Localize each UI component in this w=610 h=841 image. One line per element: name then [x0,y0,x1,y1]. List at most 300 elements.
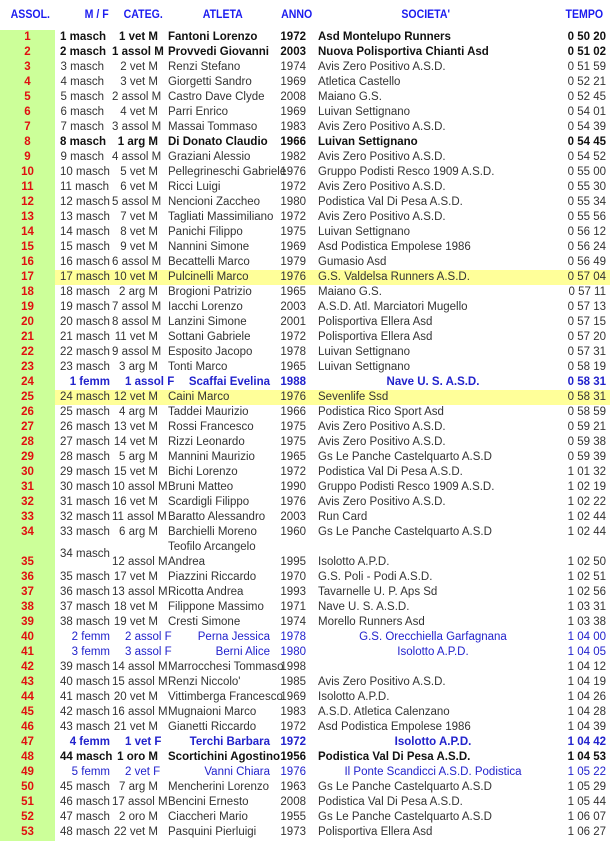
year-cell: 1974 [280,61,306,73]
position-cell: 8 [24,136,31,148]
position-cell: 47 [21,736,34,748]
table-row [0,570,610,585]
club-cell: A.S.D. Atletica Calenzano [318,706,450,718]
club-cell: Polisportiva Ellera Asd [318,826,433,838]
club-cell: Avis Zero Positivo A.S.D. [318,121,446,133]
club-cell: G.S. Orecchiella Garfagnana [359,631,507,643]
gender-rank-cell: 14 masch [60,226,110,238]
gender-rank-cell: 46 masch [60,796,110,808]
athlete-cell: Becattelli Marco [168,256,250,268]
athlete-cell: Andrea [168,556,206,568]
gender-rank-cell: 38 masch [60,616,110,628]
position-cell: 48 [21,751,34,763]
year-cell: 1976 [280,766,306,778]
table-row [0,120,610,135]
club-cell: Isolotto A.P.D. [318,691,390,703]
position-cell: 4 [24,76,31,88]
position-cell: 13 [21,211,34,223]
category-cell: 4 assol M [112,151,162,163]
gender-rank-cell: 7 masch [60,121,104,133]
gender-rank-cell: 1 femm [69,376,110,388]
header-societa: SOCIETA' [401,7,450,21]
table-row [0,360,610,375]
gender-rank-cell: 11 masch [60,181,110,193]
category-cell: 14 vet M [113,436,158,448]
category-cell: 2 oro M [119,811,158,823]
year-cell: 1969 [280,691,306,703]
category-cell: 17 vet M [113,571,158,583]
gender-rank-cell: 36 masch [60,586,110,598]
club-cell: Podistica Val Di Pesa A.S.D. [318,751,471,763]
category-cell: 1 vet F [125,736,162,748]
club-cell: Luivan Settignano [318,346,411,358]
athlete-cell: Pulcinelli Marco [168,271,249,283]
club-cell: Podistica Val Di Pesa A.S.D. [318,466,463,478]
table-row [0,210,610,225]
category-cell: 3 arg M [119,361,158,373]
club-cell: Gs Le Panche Castelquarto A.S.D [318,526,492,538]
time-cell: 1 04 28 [567,706,606,718]
time-cell: 1 05 29 [567,781,606,793]
time-cell: 1 05 22 [567,766,606,778]
club-cell: Atletica Castello [318,76,401,88]
athlete-cell: Renzi Niccolo' [168,676,241,688]
club-cell: Sevenlife Ssd [318,391,389,403]
gender-rank-cell: 32 masch [60,511,110,523]
position-cell: 19 [21,301,34,313]
club-cell: Podistica Val Di Pesa A.S.D. [318,196,463,208]
table-row [0,225,610,240]
header-categ: CATEG. [123,7,163,21]
athlete-cell-line1: Teofilo Arcangelo [168,541,256,553]
year-cell: 1978 [280,631,306,643]
gender-rank-cell: 43 masch [60,721,110,733]
year-cell: 1973 [280,826,306,838]
athlete-cell: Pellegrineschi Gabriele [168,166,287,178]
position-cell: 9 [24,151,31,163]
time-cell: 1 06 07 [567,811,606,823]
time-cell: 0 52 45 [567,91,606,103]
time-cell: 1 02 56 [567,586,606,598]
time-cell: 1 02 44 [567,526,606,538]
category-cell: 19 vet M [113,616,158,628]
category-cell: 12 assol M [112,556,168,568]
table-row [0,780,610,795]
position-cell: 45 [21,706,34,718]
club-cell: G.S. Poli - Podi A.S.D. [318,571,433,583]
club-cell: Avis Zero Positivo A.S.D. [318,151,446,163]
year-cell: 1976 [280,166,306,178]
position-cell: 23 [21,361,34,373]
athlete-cell: Terchi Barbara [189,736,270,748]
club-cell: Nave U. S. A.S.D. [318,601,410,613]
year-cell: 1969 [280,241,306,253]
club-cell: Luivan Settignano [318,136,418,148]
athlete-cell: Brogioni Patrizio [168,286,252,298]
gender-rank-cell: 24 masch [60,391,110,403]
club-cell: Avis Zero Positivo A.S.D. [318,181,446,193]
time-cell: 0 56 49 [567,256,606,268]
table-row [0,345,610,360]
gender-rank-cell: 41 masch [60,691,110,703]
club-cell: Polisportiva Ellera Asd [318,316,433,328]
time-cell: 0 50 20 [567,31,606,43]
gender-rank-cell: 25 masch [60,406,110,418]
athlete-cell: Nencioni Zaccheo [168,196,261,208]
year-cell: 1963 [280,781,306,793]
athlete-cell: Scortichini Agostino [168,751,281,763]
athlete-cell: Graziani Alessio [168,151,251,163]
position-cell: 20 [21,316,34,328]
year-cell: 1980 [280,646,306,658]
category-cell: 7 arg M [119,781,158,793]
position-cell: 46 [21,721,34,733]
time-cell: 1 02 44 [567,511,606,523]
athlete-cell: Piazzini Riccardo [168,571,257,583]
club-cell: Avis Zero Positivo A.S.D. [318,676,446,688]
position-cell: 22 [21,346,34,358]
table-row [0,660,610,675]
table-row [0,690,610,705]
athlete-cell: Bruni Matteo [168,481,234,493]
gender-rank-cell: 21 masch [60,331,110,343]
year-cell: 1972 [280,31,306,43]
table-row [0,45,610,60]
position-cell: 35 [21,556,34,568]
year-cell: 1970 [280,571,306,583]
time-cell: 1 02 51 [567,571,606,583]
position-cell: 53 [21,826,34,838]
table-row [0,795,610,810]
club-cell: Morello Runners Asd [318,616,425,628]
gender-rank-cell: 18 masch [60,286,110,298]
table-row [0,600,610,615]
gender-rank-cell: 3 femm [71,646,110,658]
category-cell: 5 arg M [119,451,158,463]
table-row [0,180,610,195]
position-cell: 18 [21,286,34,298]
position-cell: 32 [21,496,34,508]
table-row [0,300,610,315]
athlete-cell: Sottani Gabriele [168,331,251,343]
year-cell: 1960 [280,526,306,538]
gender-rank-cell: 20 masch [60,316,110,328]
time-cell: 0 57 04 [567,271,606,283]
category-cell: 16 vet M [113,496,158,508]
athlete-cell: Pasquini Pierluigi [168,826,257,838]
position-cell: 5 [24,91,31,103]
header-atleta: ATLETA [202,7,243,21]
category-cell: 10 vet M [113,271,158,283]
category-cell: 8 vet M [120,226,158,238]
club-cell: Asd Podistica Empolese 1986 [318,721,471,733]
club-cell: Avis Zero Positivo A.S.D. [318,496,446,508]
position-cell: 37 [21,586,34,598]
athlete-cell: Mencherini Lorenzo [168,781,270,793]
gender-rank-cell: 29 masch [60,466,110,478]
position-cell: 44 [21,691,34,703]
gender-rank-cell: 5 masch [60,91,104,103]
table-row [0,810,610,825]
time-cell: 0 52 21 [567,76,606,88]
time-cell: 0 57 11 [568,286,606,298]
category-cell: 11 assol M [112,511,167,523]
time-cell: 1 06 27 [567,826,606,838]
year-cell: 1971 [280,601,306,613]
time-cell: 1 05 44 [567,796,606,808]
table-row [0,195,610,210]
club-cell: Avis Zero Positivo A.S.D. [318,211,446,223]
position-cell: 52 [21,811,34,823]
club-cell: Podistica Val Di Pesa A.S.D. [318,796,463,808]
header-tempo: TEMPO [565,7,604,21]
athlete-cell: Nannini Simone [168,241,250,253]
time-cell: 0 55 00 [567,166,606,178]
year-cell: 1975 [280,436,306,448]
athlete-cell: Castro Dave Clyde [168,91,265,103]
category-cell: 3 assol F [125,646,172,658]
time-cell: 1 04 19 [567,676,606,688]
time-cell: 0 54 39 [567,121,606,133]
category-cell: 9 vet M [120,241,158,253]
year-cell: 1969 [280,106,306,118]
club-cell: Isolotto A.P.D. [397,646,469,658]
time-cell: 1 04 39 [567,721,606,733]
time-cell: 1 01 32 [567,466,606,478]
year-cell: 2008 [280,91,306,103]
position-cell: 39 [21,616,34,628]
year-cell: 1972 [280,736,306,748]
time-cell: 0 55 56 [567,211,606,223]
year-cell: 1965 [280,451,306,463]
category-cell: 2 assol F [125,631,172,643]
table-row [0,405,610,420]
position-cell: 14 [21,226,34,238]
athlete-cell: Cresti Simone [168,616,241,628]
year-cell: 1985 [280,676,306,688]
gender-rank-cell: 30 masch [60,481,110,493]
category-cell: 3 assol M [112,121,162,133]
gender-rank-cell: 28 masch [60,451,110,463]
year-cell: 1972 [280,331,306,343]
category-cell: 7 vet M [120,211,158,223]
year-cell: 1955 [280,811,306,823]
gender-rank-cell: 39 masch [60,661,110,673]
athlete-cell: Vittimberga Francesco [168,691,283,703]
table-row [0,615,610,630]
table-row [0,255,610,270]
table-row [0,750,610,765]
position-cell: 21 [21,331,34,343]
header-mf: M / F [84,7,109,21]
gender-rank-cell: 2 masch [60,46,107,58]
category-cell: 1 oro M [117,751,158,763]
table-row [0,540,610,570]
gender-rank-cell: 16 masch [60,256,110,268]
time-cell: 0 57 20 [567,331,606,343]
year-cell: 1983 [280,121,306,133]
time-cell: 0 57 31 [567,346,606,358]
year-cell: 2008 [280,796,306,808]
time-cell: 0 59 38 [567,436,606,448]
athlete-cell: Di Donato Claudio [168,136,268,148]
club-cell: Isolotto A.P.D. [394,736,472,748]
club-cell: G.S. Valdelsa Runners A.S.D. [318,271,470,283]
position-cell: 16 [21,256,34,268]
position-cell: 6 [24,106,31,118]
category-cell: 11 vet M [114,331,158,343]
gender-rank-cell: 44 masch [60,751,113,763]
athlete-cell: Parri Enrico [168,106,229,118]
club-cell: Asd Podistica Empolese 1986 [318,241,471,253]
table-row [0,75,610,90]
club-cell: Gs Le Panche Castelquarto A.S.D [318,451,492,463]
athlete-cell: Tonti Marco [168,361,228,373]
club-cell: Maiano G.S. [318,91,382,103]
category-cell: 2 vet M [120,61,158,73]
club-cell: Maiano G.S. [318,286,382,298]
gender-rank-cell: 42 masch [60,706,110,718]
athlete-cell: Rossi Francesco [168,421,254,433]
athlete-cell: Gianetti Riccardo [168,721,257,733]
club-cell: Polisportiva Ellera Asd [318,331,433,343]
table-row [0,30,610,45]
year-cell: 1972 [280,466,306,478]
athlete-cell: Tagliati Massimiliano [168,211,274,223]
category-cell: 9 assol M [112,346,162,358]
year-cell: 1978 [280,346,306,358]
year-cell: 1956 [280,751,306,763]
table-row [0,720,610,735]
club-cell: Gruppo Podisti Resco 1909 A.S.D. [318,166,495,178]
athlete-cell: Giorgetti Sandro [168,76,252,88]
category-cell: 1 vet M [119,31,158,43]
club-cell: A.S.D. Atl. Marciatori Mugello [318,301,468,313]
time-cell: 1 04 26 [567,691,606,703]
category-cell: 1 assol F [125,376,175,388]
athlete-cell: Ricci Luigi [168,181,221,193]
category-cell: 22 vet M [113,826,158,838]
position-cell: 42 [21,661,34,673]
position-cell: 7 [24,121,31,133]
time-cell: 0 56 24 [567,241,606,253]
gender-rank-cell: 45 masch [60,781,110,793]
athlete-cell: Bichi Lorenzo [168,466,238,478]
category-cell: 16 assol M [112,706,168,718]
position-cell: 29 [21,451,34,463]
position-cell: 50 [21,781,34,793]
gender-rank-cell: 33 masch [60,526,110,538]
time-cell: 0 58 31 [567,391,606,403]
category-cell: 21 vet M [113,721,158,733]
athlete-cell: Scardigli Filippo [168,496,250,508]
year-cell: 1966 [280,136,306,148]
club-cell: Asd Montelupo Runners [318,31,451,43]
year-cell: 2003 [280,511,306,523]
category-cell: 3 vet M [120,76,158,88]
position-cell: 51 [21,796,34,808]
category-cell: 10 assol M [112,481,168,493]
gender-rank-cell: 48 masch [60,826,110,838]
athlete-cell: Caini Marco [168,391,230,403]
table-row [0,765,610,780]
year-cell: 1983 [280,706,306,718]
category-cell: 6 vet M [120,181,158,193]
table-row [0,465,610,480]
gender-rank-cell: 10 masch [60,166,110,178]
athlete-cell: Rizzi Leonardo [168,436,245,448]
club-cell: Gs Le Panche Castelquarto A.S.D [318,781,492,793]
time-cell: 0 54 45 [567,136,606,148]
category-cell: 13 assol M [112,586,168,598]
category-cell: 4 vet M [120,106,158,118]
athlete-cell: Baratto Alessandro [168,511,266,523]
category-cell: 8 assol M [112,316,162,328]
athlete-cell: Lanzini Simone [168,316,247,328]
year-cell: 1969 [280,76,306,88]
year-cell: 1988 [280,376,306,388]
table-row [0,315,610,330]
club-cell: Nave U. S. A.S.D. [386,376,480,388]
gender-rank-cell: 1 masch [60,31,107,43]
position-cell: 17 [21,271,34,283]
category-cell: 6 assol M [112,256,162,268]
gender-rank-cell: 23 masch [60,361,110,373]
table-row [0,240,610,255]
year-cell: 1990 [280,481,306,493]
gender-rank-cell: 17 masch [60,271,110,283]
gender-rank-cell: 40 masch [60,676,110,688]
position-cell: 12 [21,196,34,208]
year-cell: 1975 [280,421,306,433]
year-cell: 1975 [280,226,306,238]
table-row [0,390,610,405]
time-cell: 0 57 15 [567,316,606,328]
category-cell: 7 assol M [112,301,162,313]
category-cell: 12 vet M [113,391,158,403]
athlete-cell: Ciaccheri Mario [168,811,248,823]
gender-rank-cell: 34 masch [60,548,110,560]
time-cell: 1 02 22 [567,496,606,508]
gender-rank-cell: 27 masch [60,436,110,448]
table-row [0,285,610,300]
time-cell: 0 51 59 [567,61,606,73]
header-anno: ANNO [281,7,313,21]
table-row [0,480,610,495]
table-row [0,510,610,525]
time-cell: 0 58 19 [567,361,606,373]
position-cell: 28 [21,436,34,448]
year-cell: 1998 [280,661,306,673]
position-cell: 15 [21,241,34,253]
time-cell: 1 03 31 [567,601,606,613]
category-cell: 5 assol M [112,196,162,208]
category-cell: 5 vet M [120,166,158,178]
table-row [0,525,610,540]
time-cell: 0 55 34 [567,196,606,208]
category-cell: 13 vet M [113,421,158,433]
gender-rank-cell: 22 masch [60,346,110,358]
table-row [0,135,610,150]
year-cell: 2001 [280,316,306,328]
club-cell: Luivan Settignano [318,226,411,238]
time-cell: 1 04 53 [567,751,606,763]
time-cell: 1 04 05 [567,646,606,658]
table-row [0,60,610,75]
athlete-cell: Berni Alice [215,646,270,658]
table-row [0,330,610,345]
table-row [0,825,610,840]
